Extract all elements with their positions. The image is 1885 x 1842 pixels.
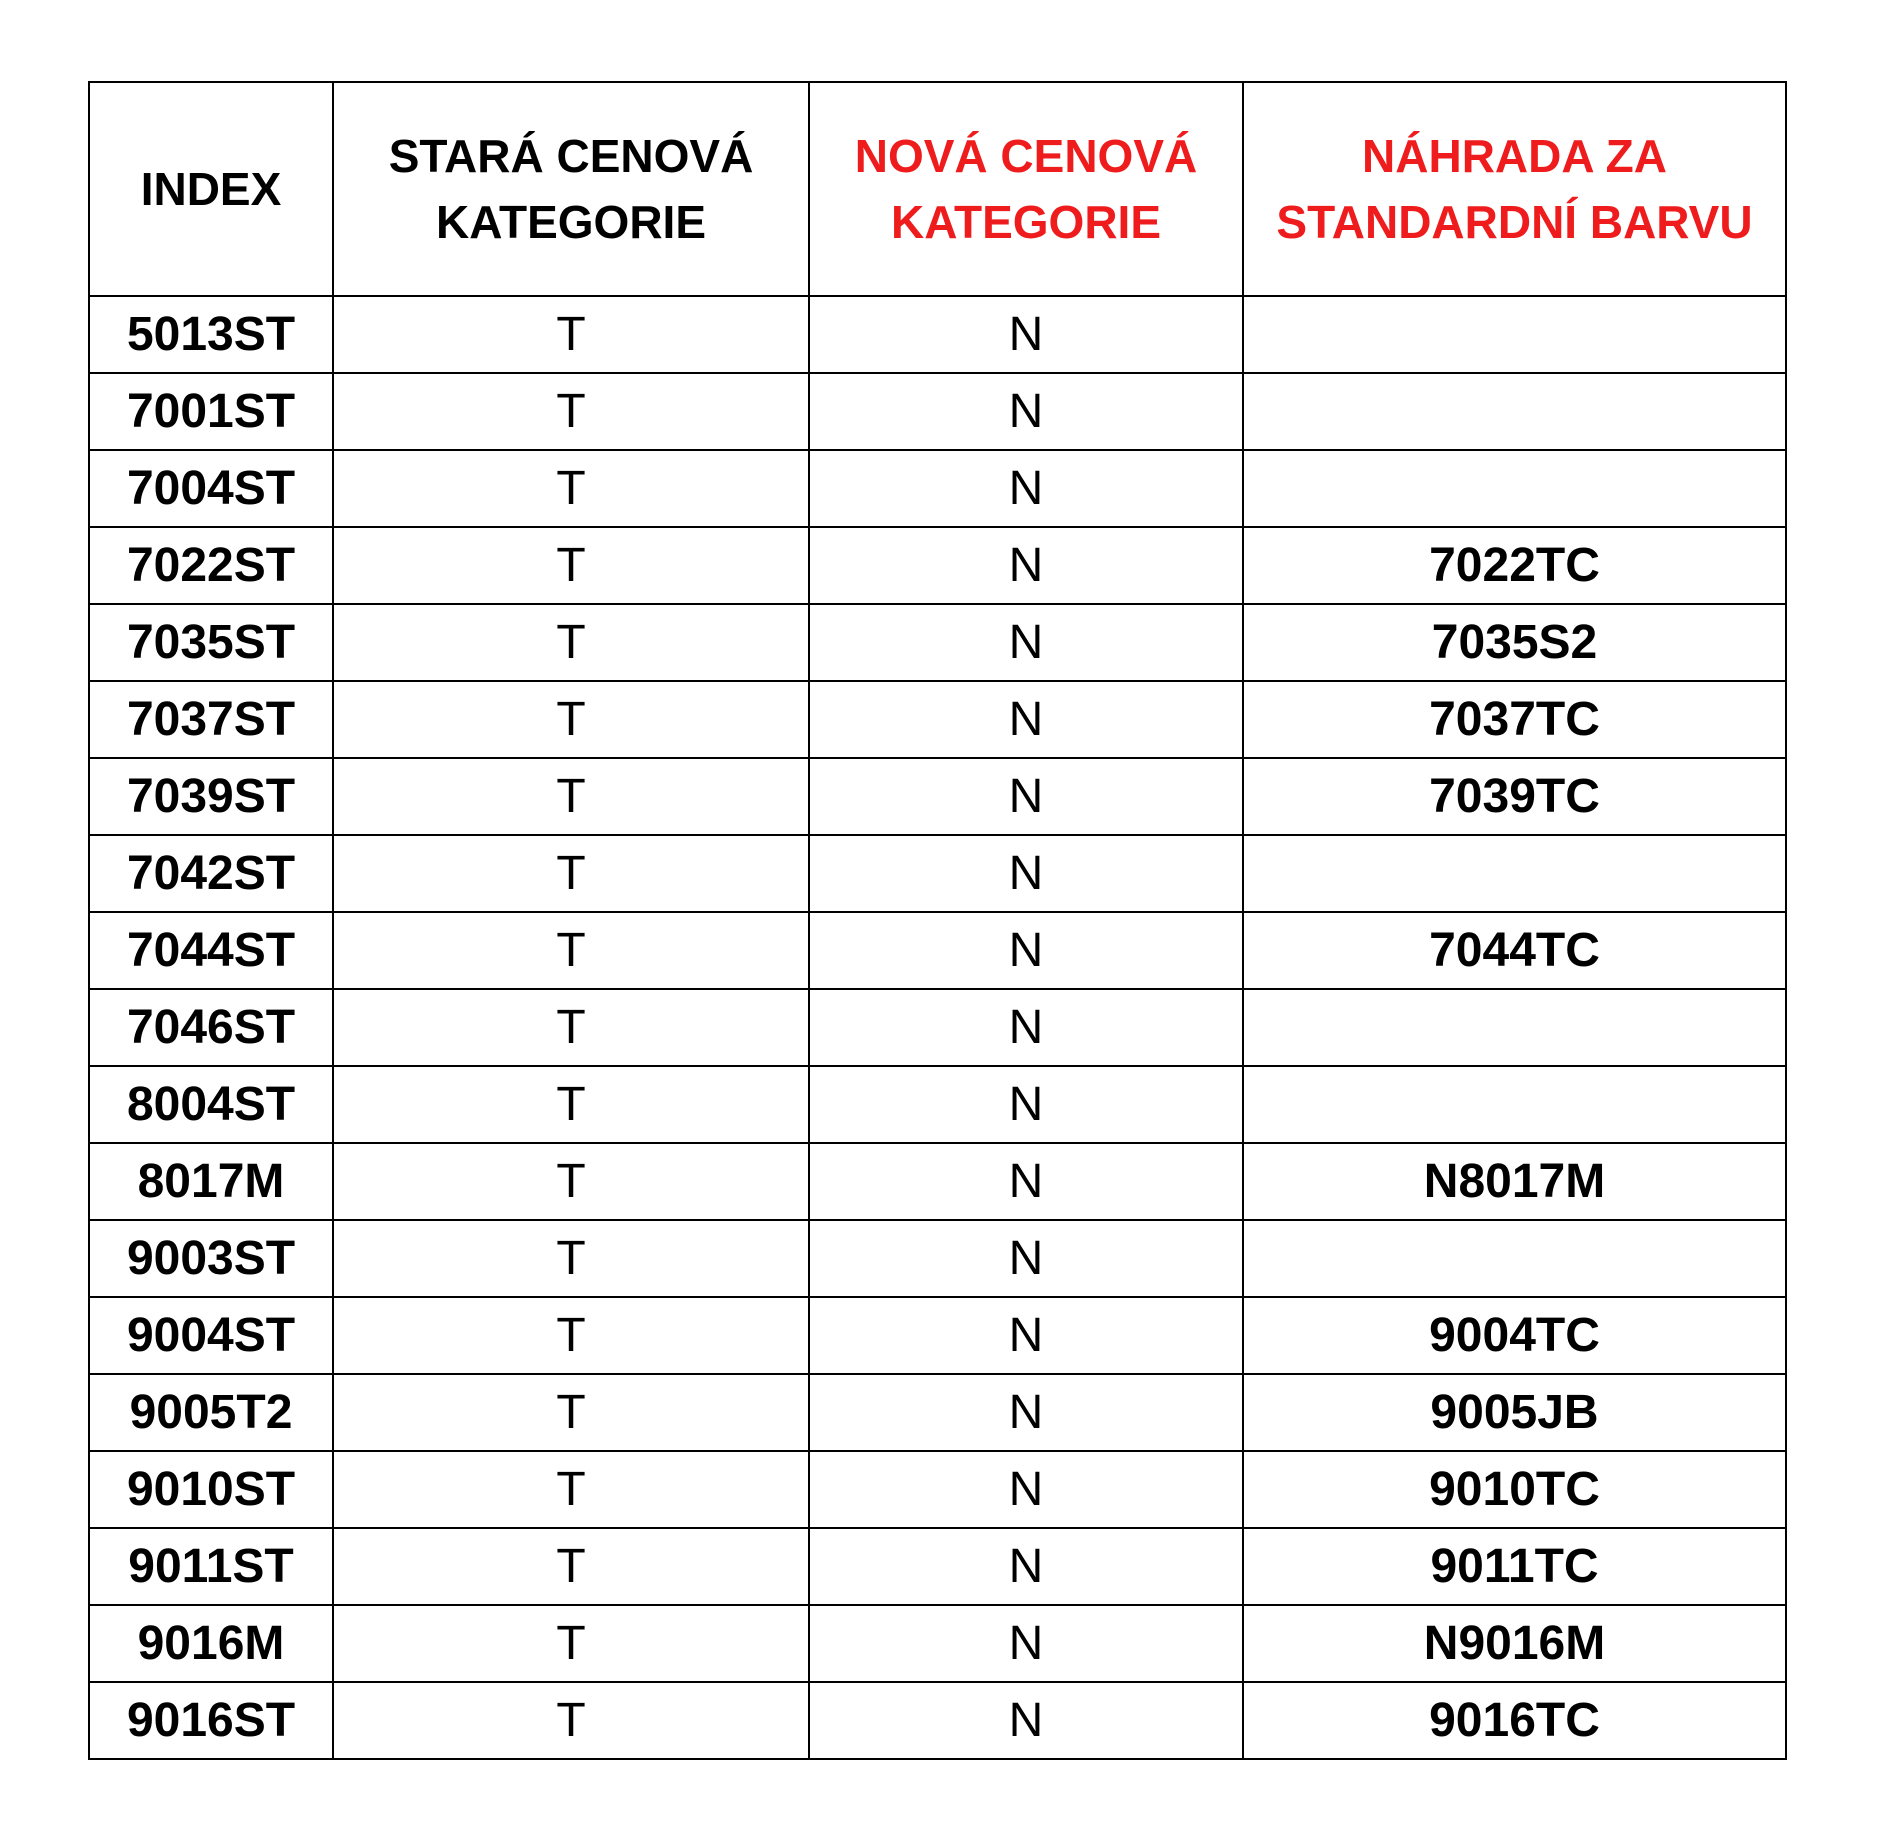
table-row xyxy=(89,1143,1786,1220)
cell-replacement: 9016TC xyxy=(1243,1682,1786,1759)
cell-new: N xyxy=(809,373,1243,450)
cell-new: N xyxy=(809,1605,1243,1682)
table-row xyxy=(89,527,1786,604)
cell-old: T xyxy=(333,912,809,989)
cell-replacement: N9016M xyxy=(1243,1605,1786,1682)
table-row xyxy=(89,1682,1786,1759)
cell-index: 9016ST xyxy=(89,1682,333,1759)
column-header-index xyxy=(89,82,333,296)
cell-old: T xyxy=(333,1220,809,1297)
cell-new: N xyxy=(809,1374,1243,1451)
table-row xyxy=(89,1220,1786,1297)
cell-index: 8004ST xyxy=(89,1066,333,1143)
cell-new: N xyxy=(809,758,1243,835)
table-row xyxy=(89,604,1786,681)
cell-old: T xyxy=(333,373,809,450)
cell-replacement xyxy=(1243,450,1786,527)
cell-new: N xyxy=(809,1682,1243,1759)
cell-replacement xyxy=(1243,1066,1786,1143)
cell-new: N xyxy=(809,1451,1243,1528)
table-row xyxy=(89,373,1786,450)
cell-old: T xyxy=(333,1451,809,1528)
table-row xyxy=(89,1605,1786,1682)
cell-new: N xyxy=(809,296,1243,373)
cell-index: 5013ST xyxy=(89,296,333,373)
cell-old: T xyxy=(333,1528,809,1605)
cell-replacement: 9005JB xyxy=(1243,1374,1786,1451)
cell-index: 7022ST xyxy=(89,527,333,604)
cell-old: T xyxy=(333,681,809,758)
cell-new: N xyxy=(809,1143,1243,1220)
cell-index: 7004ST xyxy=(89,450,333,527)
cell-replacement xyxy=(1243,373,1786,450)
column-header-index-line: INDEX xyxy=(140,163,282,215)
table-row xyxy=(89,681,1786,758)
cell-index: 9011ST xyxy=(89,1528,333,1605)
cell-new: N xyxy=(809,1220,1243,1297)
cell-index: 7037ST xyxy=(89,681,333,758)
cell-old: T xyxy=(333,604,809,681)
table-row xyxy=(89,296,1786,373)
column-header-new xyxy=(809,82,1243,296)
cell-index: 7042ST xyxy=(89,835,333,912)
table-row xyxy=(89,912,1786,989)
cell-replacement: 9004TC xyxy=(1243,1297,1786,1374)
cell-index: 9004ST xyxy=(89,1297,333,1374)
table-row xyxy=(89,450,1786,527)
cell-old: T xyxy=(333,1297,809,1374)
cell-replacement: 7037TC xyxy=(1243,681,1786,758)
cell-new: N xyxy=(809,912,1243,989)
cell-replacement xyxy=(1243,989,1786,1066)
column-header-new-line: KATEGORIE xyxy=(890,196,1162,248)
cell-new: N xyxy=(809,604,1243,681)
column-header-old-line: KATEGORIE xyxy=(435,196,707,248)
cell-index: 7001ST xyxy=(89,373,333,450)
cell-index: 7039ST xyxy=(89,758,333,835)
table-row xyxy=(89,1528,1786,1605)
cell-replacement: 7035S2 xyxy=(1243,604,1786,681)
header-row xyxy=(89,82,1786,296)
table-body xyxy=(89,296,1786,1759)
cell-old: T xyxy=(333,1066,809,1143)
cell-replacement: 7044TC xyxy=(1243,912,1786,989)
column-header-replacement-line: STANDARDNÍ BARVU xyxy=(1276,196,1753,248)
cell-new: N xyxy=(809,450,1243,527)
column-header-old-line: STARÁ CENOVÁ xyxy=(388,130,754,182)
cell-new: N xyxy=(809,1066,1243,1143)
cell-index: 7044ST xyxy=(89,912,333,989)
cell-replacement: N8017M xyxy=(1243,1143,1786,1220)
cell-new: N xyxy=(809,835,1243,912)
cell-old: T xyxy=(333,758,809,835)
column-header-new-line: NOVÁ CENOVÁ xyxy=(854,130,1198,182)
cell-index: 7035ST xyxy=(89,604,333,681)
cell-new: N xyxy=(809,1528,1243,1605)
cell-old: T xyxy=(333,527,809,604)
cell-replacement: 7039TC xyxy=(1243,758,1786,835)
table-row xyxy=(89,1451,1786,1528)
cell-replacement: 9011TC xyxy=(1243,1528,1786,1605)
cell-old: T xyxy=(333,1605,809,1682)
table-row xyxy=(89,758,1786,835)
table-row xyxy=(89,1297,1786,1374)
cell-index: 9010ST xyxy=(89,1451,333,1528)
cell-index: 9016M xyxy=(89,1605,333,1682)
cell-new: N xyxy=(809,989,1243,1066)
cell-index: 8017M xyxy=(89,1143,333,1220)
cell-old: T xyxy=(333,1374,809,1451)
table-row xyxy=(89,1066,1786,1143)
cell-index: 9003ST xyxy=(89,1220,333,1297)
cell-new: N xyxy=(809,527,1243,604)
cell-old: T xyxy=(333,296,809,373)
cell-old: T xyxy=(333,1682,809,1759)
cell-replacement: 9010TC xyxy=(1243,1451,1786,1528)
column-header-replacement-line: NÁHRADA ZA xyxy=(1362,130,1667,182)
table-row xyxy=(89,1374,1786,1451)
cell-index: 7046ST xyxy=(89,989,333,1066)
cell-replacement: 7022TC xyxy=(1243,527,1786,604)
cell-replacement xyxy=(1243,835,1786,912)
cell-new: N xyxy=(809,1297,1243,1374)
cell-new: N xyxy=(809,681,1243,758)
table-row xyxy=(89,989,1786,1066)
table-header xyxy=(89,82,1786,296)
cell-old: T xyxy=(333,1143,809,1220)
table-row xyxy=(89,835,1786,912)
column-header-old xyxy=(333,82,809,296)
cell-replacement xyxy=(1243,296,1786,373)
cell-old: T xyxy=(333,989,809,1066)
cell-old: T xyxy=(333,835,809,912)
cell-replacement xyxy=(1243,1220,1786,1297)
column-header-replacement xyxy=(1243,82,1786,296)
price-category-table xyxy=(88,81,1787,1760)
cell-index: 9005T2 xyxy=(89,1374,333,1451)
cell-old: T xyxy=(333,450,809,527)
